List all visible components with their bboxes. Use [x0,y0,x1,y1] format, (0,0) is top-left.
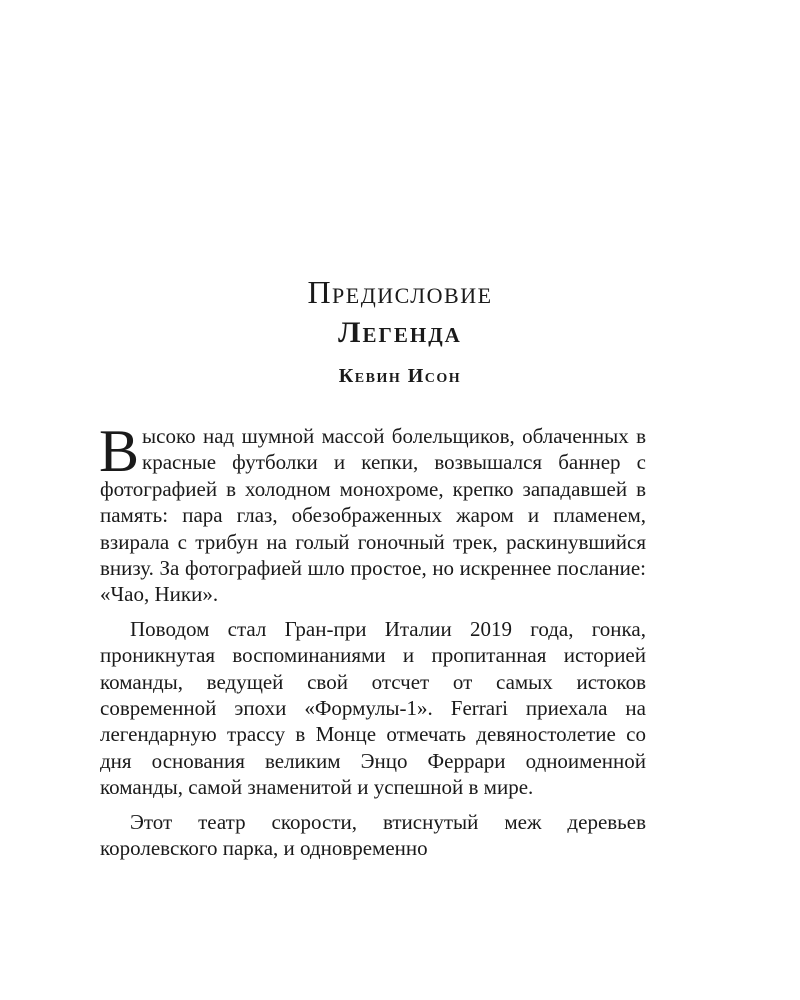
chapter-title: Легенда [338,316,462,349]
body-text [99,418,646,862]
drop-cap: В [99,418,140,484]
chapter-label: Предисловие [307,274,493,310]
paragraph-1-text: ысоко над шумной массой болельщиков, облаченных в красные футболки и кепки, возвышался баннер с фотографией в холодном монохроме, крепко западавшей в память: пара глаз, обезображенных жаром и пламенем, взирала с трибун на голый гоночный трек, раскинувшийся внизу. За фотографией шло простое, но искреннее послание: «Чао, Ники». [100,424,646,607]
paragraph-2: Поводом стал Гран-при Италии 2019 года, гонка, проникнутая воспоминаниями и пропитанная историей команды, ведущей свой отсчет от самых истоков современной эпохи «Формулы-1». Ferrari приехала на легендарную трассу в Монце отмечать девяностолетие со дня основания великим Энцо Феррари одноименной команды, самой знаменитой и успешной в мире. [100,616,646,800]
chapter-author: Кевин Исон [338,365,462,387]
paragraph-3: Этот театр скорости, втиснутый меж деревьев королевского парка, и одновременно [100,809,646,861]
paragraph-1 [99,418,646,608]
